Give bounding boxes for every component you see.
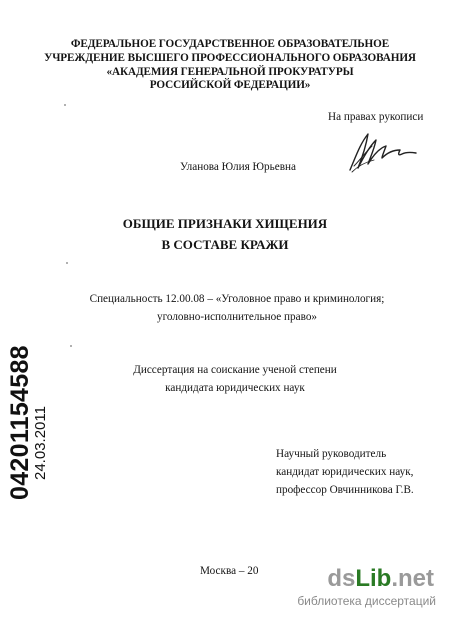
degree-line: кандидата юридических наук [165, 382, 305, 394]
degree-line: Диссертация на соискание ученой степени [133, 364, 337, 376]
header-line: ФЕДЕРАЛЬНОЕ ГОСУДАРСТВЕННОЕ ОБРАЗОВАТЕЛЬНОЕ [70, 38, 390, 50]
watermark-logo-net: .net [391, 565, 434, 592]
city-year: Москва – 20 [200, 565, 259, 577]
specialty-text [72, 290, 402, 326]
scan-speck [64, 104, 66, 106]
degree-statement [90, 361, 380, 397]
manuscript-rights-note: На правах рукописи [328, 111, 424, 123]
watermark-logo [327, 567, 434, 591]
header-line: УЧРЕЖДЕНИЕ ВЫСШЕГО ПРОФЕССИОНАЛЬНОГО ОБРАЗОВАНИЯ [44, 51, 416, 64]
dissertation-title [80, 213, 370, 255]
library-stamp-date: 24.03.2011 [32, 406, 49, 480]
watermark-logo-ds: ds [327, 565, 356, 592]
header-line: РОССИЙСКОЙ ФЕДЕРАЦИИ» [149, 79, 311, 92]
author-name: Уланова Юлия Юрьевна [180, 161, 296, 173]
header-line: «АКАДЕМИЯ ГЕНЕРАЛЬНОЙ ПРОКУРАТУРЫ [106, 65, 354, 78]
scan-speck [70, 345, 72, 347]
specialty-line: Специальность 12.00.08 – «Уголовное право и криминология; [89, 293, 385, 305]
supervisor-block [276, 445, 414, 499]
dslib-watermark [297, 565, 442, 611]
supervisor-line: Научный руководитель [276, 448, 387, 460]
library-stamp-number: 04201154588 [6, 345, 34, 500]
specialty-line: уголовно-исполнительное право» [156, 311, 318, 323]
title-line: В СОСТАВЕ КРАЖИ [161, 237, 289, 252]
institution-header [40, 38, 420, 93]
scan-speck [66, 262, 68, 264]
supervisor-line: кандидат юридических наук, [276, 466, 414, 478]
watermark-subtitle: библиотека диссертаций [297, 594, 436, 608]
watermark-logo-lib: Lib [355, 565, 392, 592]
supervisor-line: профессор Овчинникова Г.В. [276, 484, 414, 496]
handwritten-signature [346, 126, 418, 176]
title-line: ОБЩИЕ ПРИЗНАКИ ХИЩЕНИЯ [122, 216, 328, 231]
